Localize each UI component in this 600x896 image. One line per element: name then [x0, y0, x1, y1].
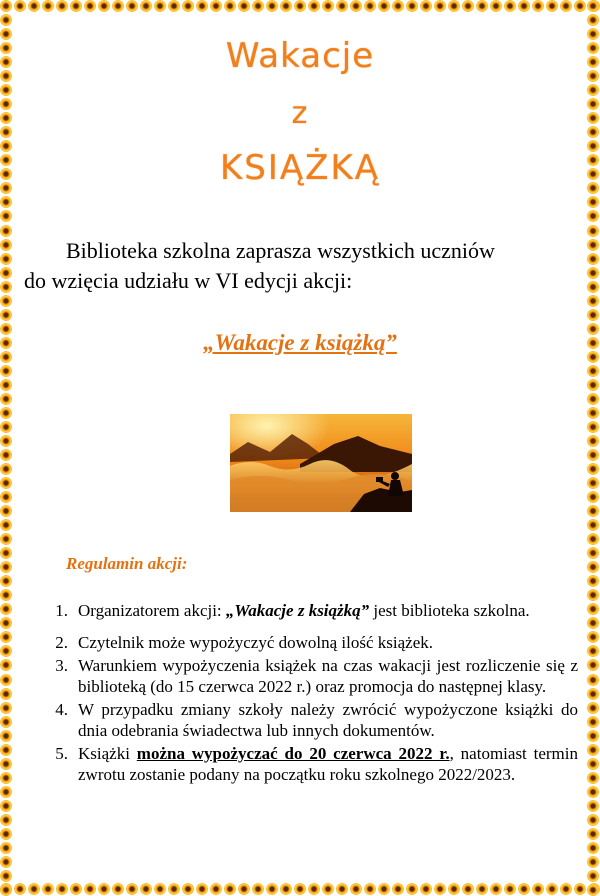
list-item [38, 598, 578, 624]
sunflower-icon [587, 814, 599, 826]
sunflower-icon [0, 856, 12, 868]
sunflower-icon [532, 883, 544, 895]
rule-text [78, 743, 578, 785]
sunflower-icon [252, 0, 264, 12]
sunflower-icon [587, 98, 599, 110]
sunflower-icon [0, 575, 12, 587]
sunflower-icon [574, 883, 586, 895]
sunflower-icon [0, 421, 12, 433]
rule-text-part: , natomiast termin zwrotu zostanie podany na początku roku szkolnego 2022/2023. [78, 744, 578, 784]
sunflower-icon [112, 883, 124, 895]
sunflower-icon [308, 883, 320, 895]
sunflower-icon [0, 295, 12, 307]
sunflower-icon [587, 126, 599, 138]
sunflower-icon [587, 253, 599, 265]
sunflower-icon [252, 883, 264, 895]
sunflower-border-left [0, 0, 13, 896]
sunflower-icon [0, 505, 12, 517]
sunflower-icon [0, 477, 12, 489]
sunflower-icon [0, 449, 12, 461]
sunflower-icon [0, 814, 12, 826]
sunflower-icon [0, 561, 12, 573]
sunflower-icon [224, 883, 236, 895]
sunflower-icon [0, 702, 12, 714]
sunflower-icon [0, 225, 12, 237]
sunflower-icon [0, 533, 12, 545]
sunflower-icon [587, 842, 599, 854]
sunflower-icon [587, 856, 599, 868]
sunflower-icon [587, 547, 599, 559]
sunflower-icon [0, 589, 12, 601]
sunflower-icon [70, 883, 82, 895]
sunflower-icon [0, 365, 12, 377]
sunflower-icon [587, 645, 599, 657]
sunflower-icon [587, 28, 599, 40]
sunflower-icon [587, 210, 599, 222]
sunflower-icon [0, 309, 12, 321]
sunflower-icon [0, 154, 12, 166]
sunflower-icon [0, 603, 12, 615]
sunflower-icon [587, 659, 599, 671]
sunflower-icon [98, 883, 110, 895]
sunflower-icon [280, 0, 292, 12]
sunflower-icon [0, 645, 12, 657]
sunflower-icon [587, 491, 599, 503]
sunflower-icon [587, 828, 599, 840]
reader-sunset-photo [230, 414, 412, 512]
sunflower-icon [574, 0, 586, 12]
sunflower-icon [587, 309, 599, 321]
rule-number: 1. [55, 601, 68, 620]
sunflower-icon [587, 575, 599, 587]
sunflower-icon [392, 0, 404, 12]
sunflower-icon [42, 883, 54, 895]
sunflower-icon [0, 98, 12, 110]
sunflower-icon [0, 267, 12, 279]
sunflower-icon [0, 491, 12, 503]
sunflower-icon [587, 603, 599, 615]
list-item [38, 743, 578, 785]
sunflower-icon [587, 870, 599, 882]
sunflower-icon [0, 337, 12, 349]
sunflower-icon [364, 883, 376, 895]
list-item [38, 655, 578, 697]
loan-deadline-emphasis: można wypożyczać do 20 czerwca 2022 r. [136, 744, 450, 763]
sunflower-icon [587, 772, 599, 784]
sunflower-icon [0, 744, 12, 756]
sunflower-icon [587, 267, 599, 279]
sunflower-icon [84, 883, 96, 895]
sunflower-icon [336, 883, 348, 895]
sunflower-icon [0, 56, 12, 68]
rule-text-part: jest biblioteka szkolna. [369, 601, 530, 620]
sunflower-icon [587, 421, 599, 433]
sunflower-icon [112, 0, 124, 12]
sunflower-icon [322, 883, 334, 895]
sunflower-icon [587, 407, 599, 419]
rule-number: 5. [55, 744, 68, 763]
rule-number: 4. [55, 700, 68, 719]
title-line-2: z [291, 96, 309, 131]
sunflower-icon [587, 0, 599, 12]
sunflower-icon [587, 281, 599, 293]
sunflower-icon [587, 800, 599, 812]
sunflower-icon [238, 0, 250, 12]
sunflower-icon [587, 365, 599, 377]
sunflower-border-top [0, 0, 600, 13]
sunflower-icon [0, 617, 12, 629]
sunflower-icon [0, 519, 12, 531]
sunflower-icon [587, 730, 599, 742]
sunflower-icon [587, 589, 599, 601]
sunflower-icon [350, 0, 362, 12]
sunflower-icon [587, 196, 599, 208]
sunflower-icon [154, 883, 166, 895]
sunflower-icon [0, 126, 12, 138]
sunflower-icon [490, 883, 502, 895]
sunflower-icon [182, 0, 194, 12]
sunflower-icon [587, 674, 599, 686]
sunflower-icon [0, 28, 12, 40]
sunflower-icon [154, 0, 166, 12]
rules-heading: Regulamin akcji: [66, 554, 188, 573]
sunflower-icon [0, 112, 12, 124]
sunflower-icon [587, 56, 599, 68]
sunflower-icon [0, 379, 12, 391]
sunflower-icon [378, 883, 390, 895]
sunflower-icon [587, 84, 599, 96]
sunflower-icon [294, 0, 306, 12]
sunflower-icon [434, 0, 446, 12]
sunflower-icon [182, 883, 194, 895]
sunflower-icon [587, 617, 599, 629]
sunflower-icon [587, 561, 599, 573]
sunflower-icon [476, 0, 488, 12]
sunflower-icon [0, 730, 12, 742]
sunflower-icon [560, 883, 572, 895]
sunflower-icon [266, 0, 278, 12]
intro-paragraph [24, 236, 574, 296]
sunflower-icon [350, 883, 362, 895]
sunflower-icon [587, 14, 599, 26]
sunflower-border-right [587, 0, 600, 896]
sunflower-icon [210, 0, 222, 12]
sunflower-icon [587, 519, 599, 531]
sunflower-border-bottom [0, 883, 600, 896]
title-line-3: KSIĄŻKĄ [219, 148, 380, 188]
sunflower-icon [0, 631, 12, 643]
sunflower-icon [0, 463, 12, 475]
sunflower-icon [587, 716, 599, 728]
campaign-name: „Wakacje z książką” [203, 330, 397, 355]
sunflower-icon [420, 0, 432, 12]
sunflower-icon [70, 0, 82, 12]
sunflower-icon [0, 210, 12, 222]
sunflower-icon [560, 0, 572, 12]
sunflower-icon [518, 0, 530, 12]
sunflower-icon [0, 435, 12, 447]
sunflower-icon [308, 0, 320, 12]
sunflower-icon [532, 0, 544, 12]
sunflower-icon [364, 0, 376, 12]
sunflower-icon [238, 883, 250, 895]
sunflower-icon [587, 477, 599, 489]
sunflower-icon [518, 883, 530, 895]
sunflower-icon [0, 140, 12, 152]
sunflower-icon [434, 883, 446, 895]
sunflower-icon [210, 883, 222, 895]
sunflower-icon [587, 744, 599, 756]
sunflower-icon [587, 168, 599, 180]
sunflower-icon [0, 281, 12, 293]
sunflower-icon [587, 225, 599, 237]
sunflower-icon [0, 772, 12, 784]
sunflower-icon [126, 883, 138, 895]
sunflower-icon [0, 253, 12, 265]
sunflower-icon [448, 883, 460, 895]
sunflower-icon [84, 0, 96, 12]
sunflower-icon [587, 435, 599, 447]
sunflower-icon [587, 884, 599, 896]
sunflower-icon [587, 786, 599, 798]
sunflower-icon [0, 323, 12, 335]
sunflower-icon [587, 239, 599, 251]
sunflower-icon [587, 688, 599, 700]
sunflower-icon [546, 883, 558, 895]
sunflower-icon [0, 84, 12, 96]
sunflower-icon [0, 842, 12, 854]
sunflower-icon [587, 702, 599, 714]
sunflower-icon [587, 323, 599, 335]
sunflower-icon [196, 0, 208, 12]
campaign-name-emphasis: „Wakacje z książką” [225, 601, 370, 620]
sunflower-icon [0, 674, 12, 686]
sunflower-icon [587, 449, 599, 461]
sunflower-icon [406, 883, 418, 895]
rule-text-part: Książki [78, 744, 137, 763]
sunflower-icon [0, 716, 12, 728]
sunflower-icon [587, 505, 599, 517]
sunflower-icon [98, 0, 110, 12]
sunflower-icon [0, 800, 12, 812]
rule-text: Warunkiem wypożyczenia książek na czas wakacji jest rozliczenie się z biblioteką (do 15 czerwca 2022 r.) oraz promocja do następnej klasy. [78, 656, 578, 696]
sunflower-icon [14, 0, 26, 12]
intro-line-2: do wzięcia udziału w VI edycji akcji: [24, 268, 353, 293]
poster [14, 14, 586, 882]
sunflower-icon [587, 758, 599, 770]
sunflower-icon [336, 0, 348, 12]
sunflower-icon [0, 239, 12, 251]
sunflower-icon [322, 0, 334, 12]
sunflower-icon [56, 0, 68, 12]
sunflower-icon [406, 0, 418, 12]
sunflower-icon [294, 883, 306, 895]
sunflower-icon [504, 883, 516, 895]
sunflower-icon [0, 168, 12, 180]
sunflower-icon [0, 688, 12, 700]
sunflower-icon [126, 0, 138, 12]
sunflower-icon [0, 182, 12, 194]
sunflower-icon [0, 42, 12, 54]
sunflower-icon [462, 883, 474, 895]
sunflower-icon [587, 337, 599, 349]
sunflower-icon [196, 883, 208, 895]
sunflower-icon [0, 407, 12, 419]
rule-number: 2. [55, 633, 68, 652]
sunflower-icon [0, 196, 12, 208]
sunflower-icon [0, 828, 12, 840]
rules-list [38, 598, 578, 785]
sunflower-icon [587, 182, 599, 194]
sunflower-icon [280, 883, 292, 895]
sunflower-icon [420, 883, 432, 895]
rule-text: Czytelnik może wypożyczyć dowolną ilość książek. [78, 633, 433, 652]
sunflower-icon [587, 295, 599, 307]
sunflower-icon [587, 154, 599, 166]
sunflower-icon [587, 393, 599, 405]
sunflower-icon [0, 758, 12, 770]
sunflower-icon [392, 883, 404, 895]
sunflower-icon [0, 393, 12, 405]
sunflower-icon [0, 14, 12, 26]
sunflower-icon [14, 883, 26, 895]
sunflower-icon [587, 351, 599, 363]
sunflower-icon [587, 70, 599, 82]
sunflower-icon [587, 140, 599, 152]
sunflower-icon [587, 112, 599, 124]
sunflower-icon [168, 0, 180, 12]
title-line-1: Wakacje [225, 36, 375, 76]
sunflower-icon [28, 883, 40, 895]
rule-text-part: Organizatorem akcji: [78, 601, 226, 620]
sunflower-icon [224, 0, 236, 12]
sunflower-icon [42, 0, 54, 12]
sunflower-icon [490, 0, 502, 12]
sunflower-icon [28, 0, 40, 12]
list-item [38, 632, 578, 653]
sunflower-icon [0, 786, 12, 798]
sunflower-icon [0, 0, 12, 12]
sunflower-icon [448, 0, 460, 12]
rule-text: W przypadku zmiany szkoły należy zwrócić wypożyczone książki do dnia odebrania świadectwa lub innych dokumentów. [78, 700, 578, 740]
sunflower-icon [378, 0, 390, 12]
sunflower-icon [504, 0, 516, 12]
sunflower-icon [587, 463, 599, 475]
sunflower-icon [546, 0, 558, 12]
intro-line-1: Biblioteka szkolna zaprasza wszystkich uczniów [66, 238, 495, 263]
sunflower-icon [0, 547, 12, 559]
sunflower-icon [0, 884, 12, 896]
sunflower-icon [140, 0, 152, 12]
sunflower-icon [0, 659, 12, 671]
list-item [38, 699, 578, 741]
sunflower-icon [476, 883, 488, 895]
sunflower-icon [587, 533, 599, 545]
reader-on-mountain-sunset-icon [230, 414, 412, 512]
sunflower-icon [462, 0, 474, 12]
sunflower-icon [0, 351, 12, 363]
sunflower-icon [0, 70, 12, 82]
sunflower-icon [0, 870, 12, 882]
sunflower-icon [587, 379, 599, 391]
sunflower-icon [168, 883, 180, 895]
rule-number: 3. [55, 656, 68, 675]
rule-text [78, 598, 578, 624]
sunflower-icon [587, 631, 599, 643]
sunflower-icon [587, 42, 599, 54]
sunflower-icon [56, 883, 68, 895]
sunflower-icon [266, 883, 278, 895]
sunflower-icon [140, 883, 152, 895]
